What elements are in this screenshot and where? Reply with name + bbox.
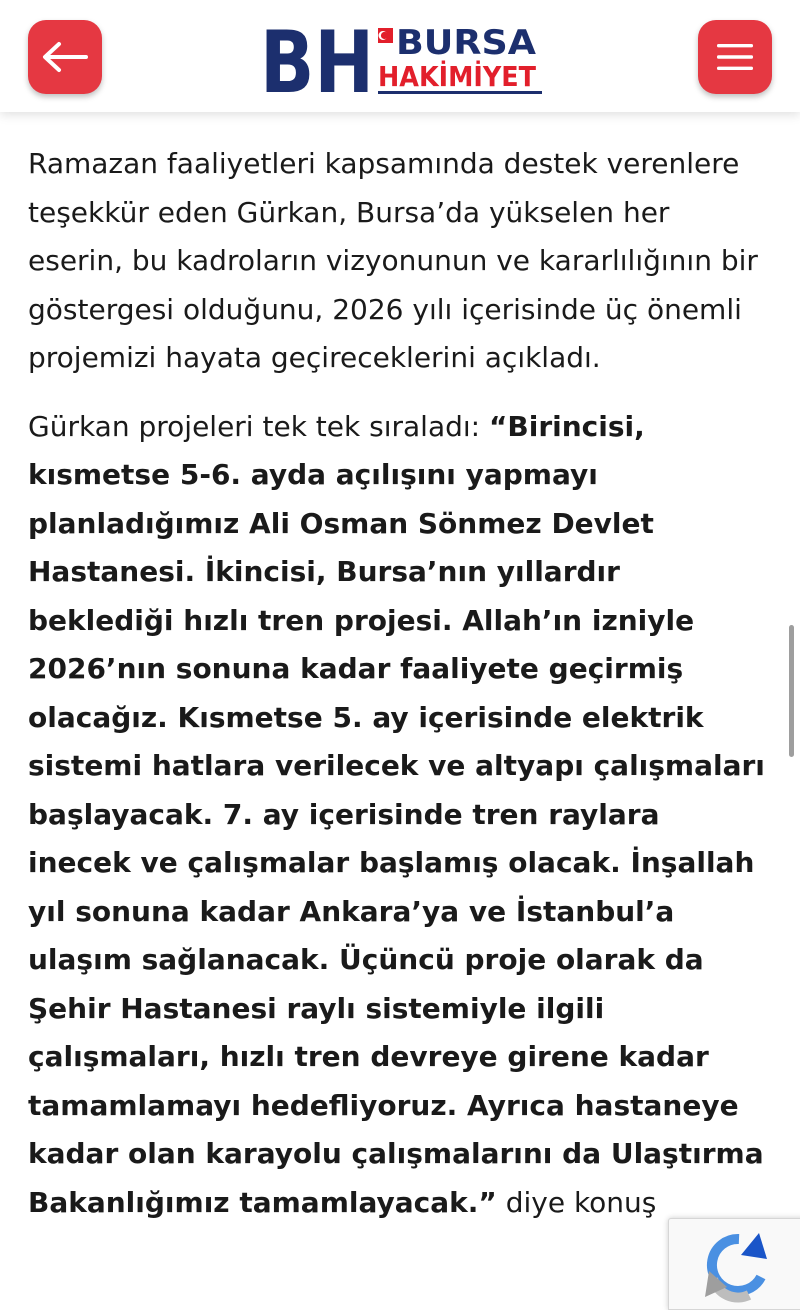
- site-header: [0, 0, 800, 112]
- site-logo[interactable]: [260, 16, 550, 98]
- logo-line-1: BURSA: [396, 23, 537, 63]
- recaptcha-icon: [669, 1219, 800, 1309]
- article-paragraph-2: [28, 403, 768, 1228]
- recaptcha-badge[interactable]: [668, 1218, 800, 1310]
- paragraph-outro: diye konuş: [496, 1185, 657, 1219]
- scrollbar-thumb[interactable]: [789, 625, 794, 757]
- logo-mark: BH: [260, 16, 374, 98]
- hamburger-menu-icon: [715, 41, 755, 73]
- paragraph-intro: Gürkan projeleri tek tek sıraladı:: [28, 409, 489, 443]
- menu-button[interactable]: [698, 20, 772, 94]
- logo-line-2: HAKİMİYET: [378, 60, 550, 93]
- back-button[interactable]: [28, 20, 102, 94]
- article-paragraph-1: Ramazan faaliyetleri kapsamında destek verenlere teşekkür eden Gürkan, Bursa’da yükselen her eserin, bu kadroların vizyonunun ve kararlılığının bir göstergesi olduğunu, 2026 yılı içerisinde üç önemli projemizi hayata geçireceklerini açıkladı.: [28, 147, 758, 374]
- project-quote: “Birincisi, kısmetse 5-6. ayda açılışını yapmayı planladığımız Ali Osman Sönmez Devlet Hastanesi. İkincisi, Bursa’nın yıllardır beklediği hızlı tren projesi. Allah’ın izniyle 2026’nın sonuna kadar faaliyete geçirmiş olacağız. Kısmetse 5. ay içerisinde elektrik sistemi hatlara verilecek ve altyapı çalışmaları başlayacak. 7. ay içerisinde tren raylara inecek ve çalışmalar başlamış olacak. İnşallah yıl sonuna kadar Ankara’ya ve İstanbul’a ulaşım sağlanacak. Üçüncü proje olarak da Şehir Hastanesi raylı sistemiyle ilgili çalışmaları, hızlı tren devreye girene kadar tamamlamayı hedefliyoruz. Ayrıca hastaneye kadar olan karayolu çalışmalarını da Ulaştırma Bakanlığımız tamamlayacak.”: [28, 409, 765, 1219]
- arrow-left-icon: [40, 40, 90, 74]
- article-body: [28, 140, 768, 1247]
